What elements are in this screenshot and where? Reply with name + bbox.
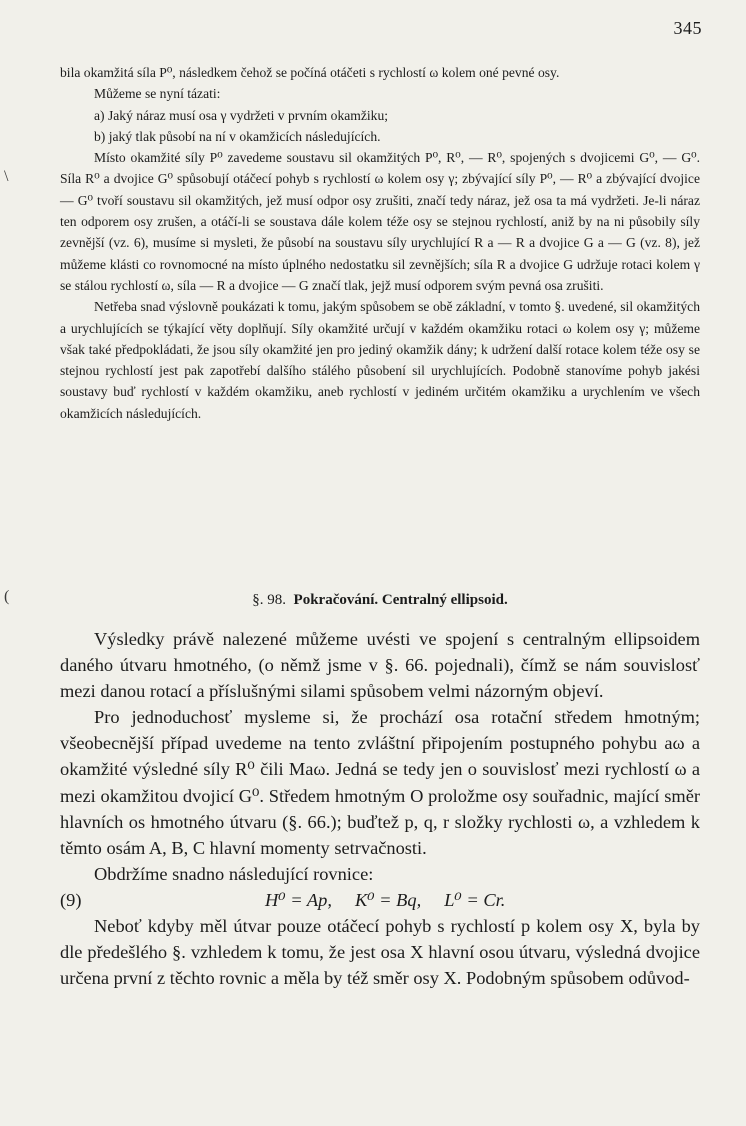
page-number: 345 [673,18,702,38]
list-item-a: a) Jaký náraz musí osa γ vydržeti v prvním okamžiku; [94,107,389,123]
equation-body: H⁰ = Ap, K⁰ = Bq, L⁰ = Cr. [265,889,506,910]
section-number: §. 98. [252,592,287,608]
large-text-block [60,626,700,991]
section-title: Pokračování. Centralný ellipsoid. [293,592,508,608]
paragraph-simplicity: Pro jednoduchosť mysleme si, že prochází osa rotační středem hmotným; všeobecnější případ uvedeme na tento zvláštní připojením postupného pohybu aω a okamžité výsledné síly R⁰ čili Maω. Jedná se tedy jen o souvislosť mezi rychlostí ω a mezi okamžitou dvojicí G⁰. Středem hmotným O proložme osy souřadnic, mající směr hlavních os hmotného útvaru (§. 66.); buďtež p, q, r složky rychlosti ω, a vzhledem k těmto osám A, B, C hlavní momenty setrvačnosti. [60,707,700,858]
small-text-block [60,62,700,424]
paragraph-results: Výsledky právě nalezené můžeme uvésti ve spojení s centralným ellipsoidem daného útvaru hmotného, (o němž jsme v §. 66. pojednali), čímž se nám souvislosť mezi danou rotací a příslušnými silami spůsobem velmi názorným objeví. [60,629,700,702]
paragraph-note: Netřeba snad výslovně poukázati k tomu, jakým spůsobem se obě základní, v tomto §. uvedené, sil okamžitých a urychlujících se týkající věty doplňují. Síly okamžité určují v každém okamžiku rotaci ω kolem osy γ; můžeme však také předpokládati, že jsou síly okamžité jen pro jediný okamžik dány; k udržení další rotace kolem téže osy se stejnou rychlostí jest pak zapotřebí dalšího stálého působení sil urychlujících. Podobně stanovíme pohyb jakési soustavy buď rychlostí v každém okamžiku, aneb rychlostí v jediném určitém okamžiku a urychlením ve všech okamžicích následujících. [60,299,700,421]
list-item-b: b) jaký tlak působí na ní v okamžicích následujících. [94,128,381,144]
paragraph-continuation: bila okamžitá síla P⁰, následkem čehož se počíná otáčeti s rychlostí ω kolem oné pevné osy. [60,65,560,80]
equation-9 [60,887,700,913]
paragraph-forces: Místo okamžité síly P⁰ zavedeme soustavu sil okamžitých P⁰, R⁰, — R⁰, spojených s dvojicemi G⁰, — G⁰. Síla R⁰ a dvojice G⁰ spůsobují otáčecí pohyb s rychlostí ω kolem osy γ; zbývající síly P⁰, — R⁰ a zbývající dvojice — G⁰ tvoří soustavu sil okamžitých, jež musí odpor osy zrušiti, značí tedy náraz, jež osa ta má vydržeti. Je-li náraz ten odporem osy zrušen, a otáčí-li se soustava dále kolem téže osy se stejnou rychlostí, aniž by na ni působily síly zevnější (vz. 6), musíme si mysleti, že působí na soustavu síly urychlující R a — R a dvojice G a — G (vz. 8), jež můžeme klásti co rovnomocné na místo úplného nedostatku sil zevnějších; síla R a dvojice G udržuje rotaci kolem γ se stálou rychlostí ω, síla — R a dvojice — G značí tlak, jejž musí odporem svým pevná osa zrušiti. [60,150,700,293]
margin-mark-backslash: \ [4,168,9,185]
equation-label: (9) [60,889,82,910]
paragraph-question: Můžeme se nyní tázati: [94,86,221,102]
margin-mark-paren: ( [4,588,10,605]
section-heading [60,592,700,609]
paragraph-final: Neboť kdyby měl útvar pouze otáčecí pohyb s rychlostí p kolem osy X, byla by dle předešlého §. vzhledem k tomu, že jest osa X hlavní osou útvaru, výsledná dvojice určena první z těchto rovnic a měla by též směr osy X. Podobným spůsobem odůvod- [60,916,700,989]
paragraph-equations-intro: Obdržíme snadno následující rovnice: [94,863,374,884]
